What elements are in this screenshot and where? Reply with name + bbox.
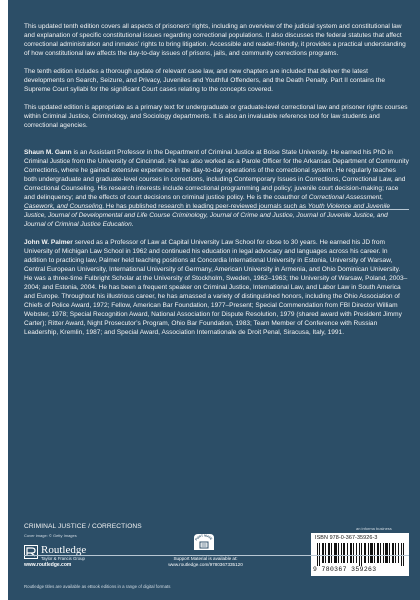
description-paragraph-1: This updated tenth edition covers all aspects of prisoners’ rights, including an overview of the judicial system and constitutional law and explanation of specific constitutional issues regarding correctional populations. It also discusses the federal statutes that affect correctional administration and inmates’ rights to bring litigation. Accessible and reader-friendly, it provides a practical understanding of how constitutional law affects the day-to-day issues of prisons, jails, and community corrections programs. (24, 23, 406, 57)
publisher-group: Taylor & Francis Group (41, 556, 85, 561)
cover-text (24, 22, 409, 346)
isbn-label: ISBN 978-0-367-35926-3 (315, 535, 378, 541)
author-name-palmer: John W. Palmer (24, 239, 73, 246)
ebook-footer-note: Routledge titles are available as eBook editions in a range of digital formats (24, 584, 171, 589)
support-line-1: Support Material is available at: (173, 556, 238, 561)
isbn-digits: 9 780367 359263 (313, 566, 377, 573)
support-badge-text: PORT MATE (194, 533, 214, 542)
routledge-logo-icon (24, 545, 38, 559)
bio-gann-text-2: . He has published research in leading peer-reviewed journals such as (102, 203, 308, 210)
description-paragraph-3: This updated edition is appropriate as a primary text for undergraduate or graduate-level correctional law and prisoner rights courses within Criminal Justice, Criminology, and Sociology departments. It is also an invaluable reference tool for law students and correctional agencies. (24, 104, 408, 129)
description-paragraph-2: The tenth edition includes a thorough update of relevant case law, and new chapters are included that deliver the latest developments on Search, Seizure, and Privacy, Juveniles and Youthful Offenders, and the Death Penalty. Part II contains the Supreme Court syllabi for the significant Court cases relating to the concepts covered. (24, 68, 386, 93)
subject-category: CRIMINAL JUSTICE / CORRECTIONS (24, 523, 142, 530)
support-material-note (158, 556, 253, 568)
author-bio-palmer (24, 238, 409, 337)
bio-gann-text-3: . (131, 221, 134, 228)
author-name-gann: Shaun M. Gann (24, 149, 72, 156)
author-bio-gann (24, 148, 409, 229)
section-divider (24, 209, 409, 210)
bio-gann-text-1: is an Assistant Professor in the Department of Criminal Justice at Boise State University. He earned his PhD in Criminal Justice from the University of Cincinnati. He has also worked as a Parole Officer for the Arkansas Department of Community Corrections, where he gained extensive experience in the day-to-day operations of the correctional system. He regularly teaches both undergraduate and graduate-level courses in corrections, including Contemporary Issues in Corrections, Correctional Law, and Correctional Counseling. His research interests include correctional programming and policy; juvenile court decision-making; race and delinquency; and the effects of court decisions on criminal justice policy. He is the coauthor of (24, 149, 409, 201)
support-material-badge-icon (191, 530, 217, 554)
bio-gann-journals: Youth Violence and Juvenile Justice, Journal of Developmental and Life Course Criminology, Journal of Crime and Justice, Journal of Juvenile Justice, and Journal of Criminal Justice Education (24, 203, 391, 228)
back-cover (8, 0, 420, 600)
cover-image-credit: Cover image: © Getty Images (24, 533, 77, 538)
informa-tagline: an informa business (356, 526, 392, 531)
bio-gann-book-title: Correctional Assessment, Casework, and Counseling (24, 194, 384, 210)
publisher-name: Routledge (41, 544, 87, 556)
support-url[interactable]: www.routledge.com/9780367335120 (168, 562, 243, 567)
footer-divider (24, 555, 409, 556)
publisher-website: www.routledge.com (24, 562, 72, 568)
bio-palmer-text: served as a Professor of Law at Capital University Law School for close to 30 years. He earned his JD from University of Michigan Law School in 1962 and continued his education in legal advocacy and languages across his career. In addition to practicing law, Palmer held teaching positions at Concordia International University in Estonia, University of Warsaw, Central European University, International University of Germany, American University in Armenia, and Ohio Dominican University. He was a three-time Fulbright Scholar at the University of Stockholm, Sweden, 1962–1963; the University of Warsaw, Poland, 2003–2004; and Estonia, 2004. He has been a frequent speaker on Criminal Justice, International Law, and Labor Law in South America and Europe. Throughout his illustrious career, he has amassed a variety of distinguished honors, including the Ohio Association of Chiefs of Police Award, 1972; Fellow, American Bar Foundation, 1977–Present; Special Commendation from FBI Director William Webster, 1978; Special Recognition Award, National Association for Dispute Resolution, 1979 (shared award with President Jimmy Carter); Ritter Award, Night Prosecutor’s Program, Ohio Bar Foundation, 1983; Team Member of Conference with Russian Leadership, Kremlin, 1987; and Special Award, Association Internationale de Droit Penal, Siracusa, Italy, 1991. (24, 239, 408, 336)
